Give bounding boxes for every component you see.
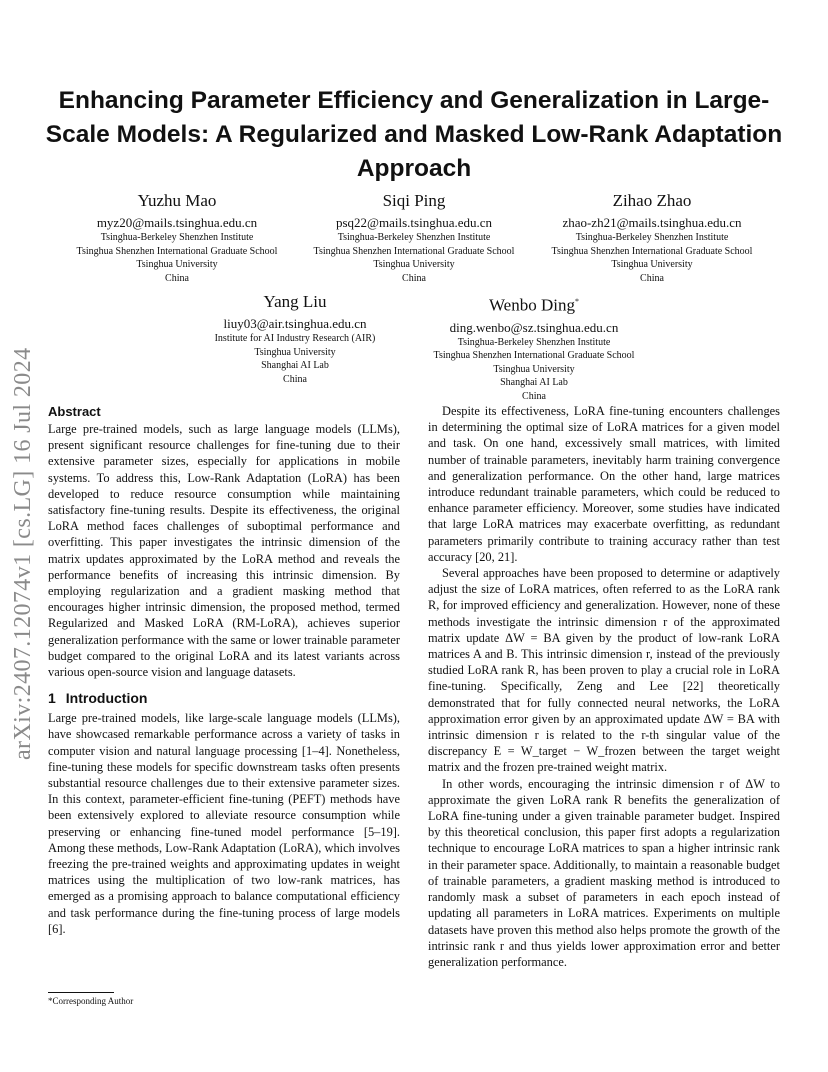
author-affiliation: China <box>640 272 664 284</box>
author-affiliation: Institute for AI Industry Research (AIR) <box>214 333 376 344</box>
author-block <box>200 291 390 386</box>
author-block <box>537 190 767 285</box>
author-affiliation: Tsinghua Shenzhen International Graduate School <box>551 245 753 257</box>
author-affiliation: Tsinghua University <box>493 363 575 375</box>
author-email: myz20@mails.tsinghua.edu.cn <box>96 215 258 230</box>
author-name: Yuzhu Mao <box>137 191 217 210</box>
author-affiliation: Tsinghua Shenzhen International Graduate School <box>76 245 278 257</box>
author-name: Yang Liu <box>263 292 327 311</box>
abstract-heading: Abstract <box>48 404 101 419</box>
author-affiliation: Tsinghua University <box>254 346 336 358</box>
author-affiliation: China <box>165 272 189 284</box>
author-affiliation: China <box>522 391 546 403</box>
paragraph: Despite its effectiveness, LoRA fine-tuning encounters challenges in determining the optimal size of LoRA matrices for a given model and task. On one hand, excessively small matrices, with limited number of trainable parameters, inevitably harm training convergence and generalization performance. On the other hand, large matrices introduce redundant trainable parameters, which could be reduced to enhance parameter efficiency. Moreover, some studies have indicated that large LoRA matrices may exacerbate overfitting, as redundant parameters primarily contribute to training accuracy rather than test accuracy [20, 21]. <box>428 404 780 564</box>
section-title: Introduction <box>65 690 148 707</box>
footnote-rule <box>48 992 114 993</box>
author-affiliation: Shanghai AI Lab <box>261 360 329 372</box>
section-number: 1 <box>48 690 56 707</box>
left-column <box>48 403 400 937</box>
author-affiliation: Tsinghua University <box>136 259 218 271</box>
author-affiliation: China <box>402 272 426 284</box>
paragraph: Several approaches have been proposed to determine or adaptively adjust the size of LoRA matrices, often referred to as the LoRA rank R, for improved efficiency and generalization. However, none of these methods investigate the intrinsic dimension r of the approximated matrix update ΔW = BA given by the product of low-rank LoRA matrices A and B. This intrinsic dimension r, instead of the previously studied LoRA rank R, has been proven to play a crucial role in LoRA fine-tuning. Specifically, Zeng and Lee [22] theoretically demonstrated that for fully connected neural networks, the LoRA approximation error given by an approximated update ΔW = BA with intrinsic dimension r is related to the r-th singular value of the discrepancy E = W_target − W_frozen between the target weight matrix and the frozen pre-trained weight matrix. <box>428 566 780 775</box>
abstract-text: Large pre-trained models, such as large language models (LLMs), present significant resource challenges for fine-tuning due to their extensive parameter sizes, especially for applications in mobile systems. To address this, Low-Rank Adaptation (LoRA) has been developed to reduce resource consumption while maintaining satisfactory fine-tuning results. Despite its effectiveness, the original LoRA method faces challenges of suboptimal performance and overfitting. This paper investigates the intrinsic dimension of the matrix updates approximated by the LoRA method and reveals the performance benefits of increasing this intrinsic dimension. By employing regularization and a gradient masking method that encourages higher intrinsic dimension, the proposed method, termed Regularized and Masked LoRA (RM-LoRA), achieves superior generalization performance with the same or lower trainable parameter budget compared to the original LoRA and its latest variants across various open-source vision and language datasets. <box>48 422 400 680</box>
author-affiliation: Tsinghua University <box>373 259 455 271</box>
author-affiliation: China <box>283 373 307 385</box>
author-affiliation: Tsinghua-Berkeley Shenzhen Institute <box>337 232 491 243</box>
paper-title: Enhancing Parameter Efficiency and Generalization in Large-Scale Models: A Regularized and Masked Low-Rank Adaptation Approach <box>45 87 783 182</box>
corresponding-mark: * <box>574 297 579 306</box>
author-affiliation: Tsinghua University <box>611 259 693 271</box>
author-name: Zihao Zhao <box>612 191 692 210</box>
paragraph: In other words, encouraging the intrinsic dimension r of ΔW to approximate the given LoRA rank R benefits the generalization of LoRA fine-tuning under a given trainable parameter budget. Inspired by this theoretical conclusion, this paper first adopts a regularization technique to encourage LoRA matrices to span a higher intrinsic rank in their parameter space. Additionally, to maintain a reasonable budget of trainable parameters, a gradient masking method is introduced to randomly mask a subset of parameters in each epoch instead of updating all parameters in LoRA matrices. Experiments on multiple datasets have proven this method also helps promote the growth of the intrinsic rank r and thus yields lower approximation error and better generalization performance. <box>428 776 780 969</box>
author-email: zhao-zh21@mails.tsinghua.edu.cn <box>562 215 742 230</box>
footnote: *Corresponding Author <box>48 996 134 1006</box>
author-email: psq22@mails.tsinghua.edu.cn <box>335 215 493 230</box>
section-heading <box>48 688 400 708</box>
author-name: Siqi Ping <box>382 191 446 210</box>
author-affiliation: Tsinghua-Berkeley Shenzhen Institute <box>100 232 254 243</box>
author-affiliation: Tsinghua Shenzhen International Graduate School <box>313 245 515 257</box>
author-block <box>299 190 529 285</box>
author-affiliation: Tsinghua Shenzhen International Graduate School <box>433 350 635 362</box>
arxiv-stamp: arXiv:2407.12074v1 [cs.LG] 16 Jul 2024 <box>10 347 36 760</box>
author-block <box>418 291 650 404</box>
author-affiliation: Shanghai AI Lab <box>500 377 568 389</box>
author-affiliation: Tsinghua-Berkeley Shenzhen Institute <box>457 336 611 348</box>
author-email: liuy03@air.tsinghua.edu.cn <box>223 316 367 331</box>
right-column <box>428 403 780 970</box>
author-name: Wenbo Ding* <box>489 295 579 315</box>
author-block <box>62 190 292 285</box>
author-affiliation: Tsinghua-Berkeley Shenzhen Institute <box>575 232 729 243</box>
paragraph: Large pre-trained models, like large-scale language models (LLMs), have showcased remarkable performance across a variety of tasks in computer vision and natural language processing [1–4]. Nonetheless, fine-tuning these models for specific downstream tasks often presents substantial resource challenges due to their extensive parameter sizes. In this context, parameter-efficient fine-tuning (PEFT) methods have been extensively explored to alleviate resource consumption while preserving or enhancing fine-tuned model performance [5–19]. Among these methods, Low-Rank Adaptation (LoRA), which involves freezing the pre-trained weights and approximating updates in weight matrices using the multiplication of two low-rank matrices, has emerged as a promising approach to balance computational efficiency and task performance during the fine-tuning process of large models [6]. <box>48 711 400 936</box>
author-email: ding.wenbo@sz.tsinghua.edu.cn <box>449 319 619 335</box>
